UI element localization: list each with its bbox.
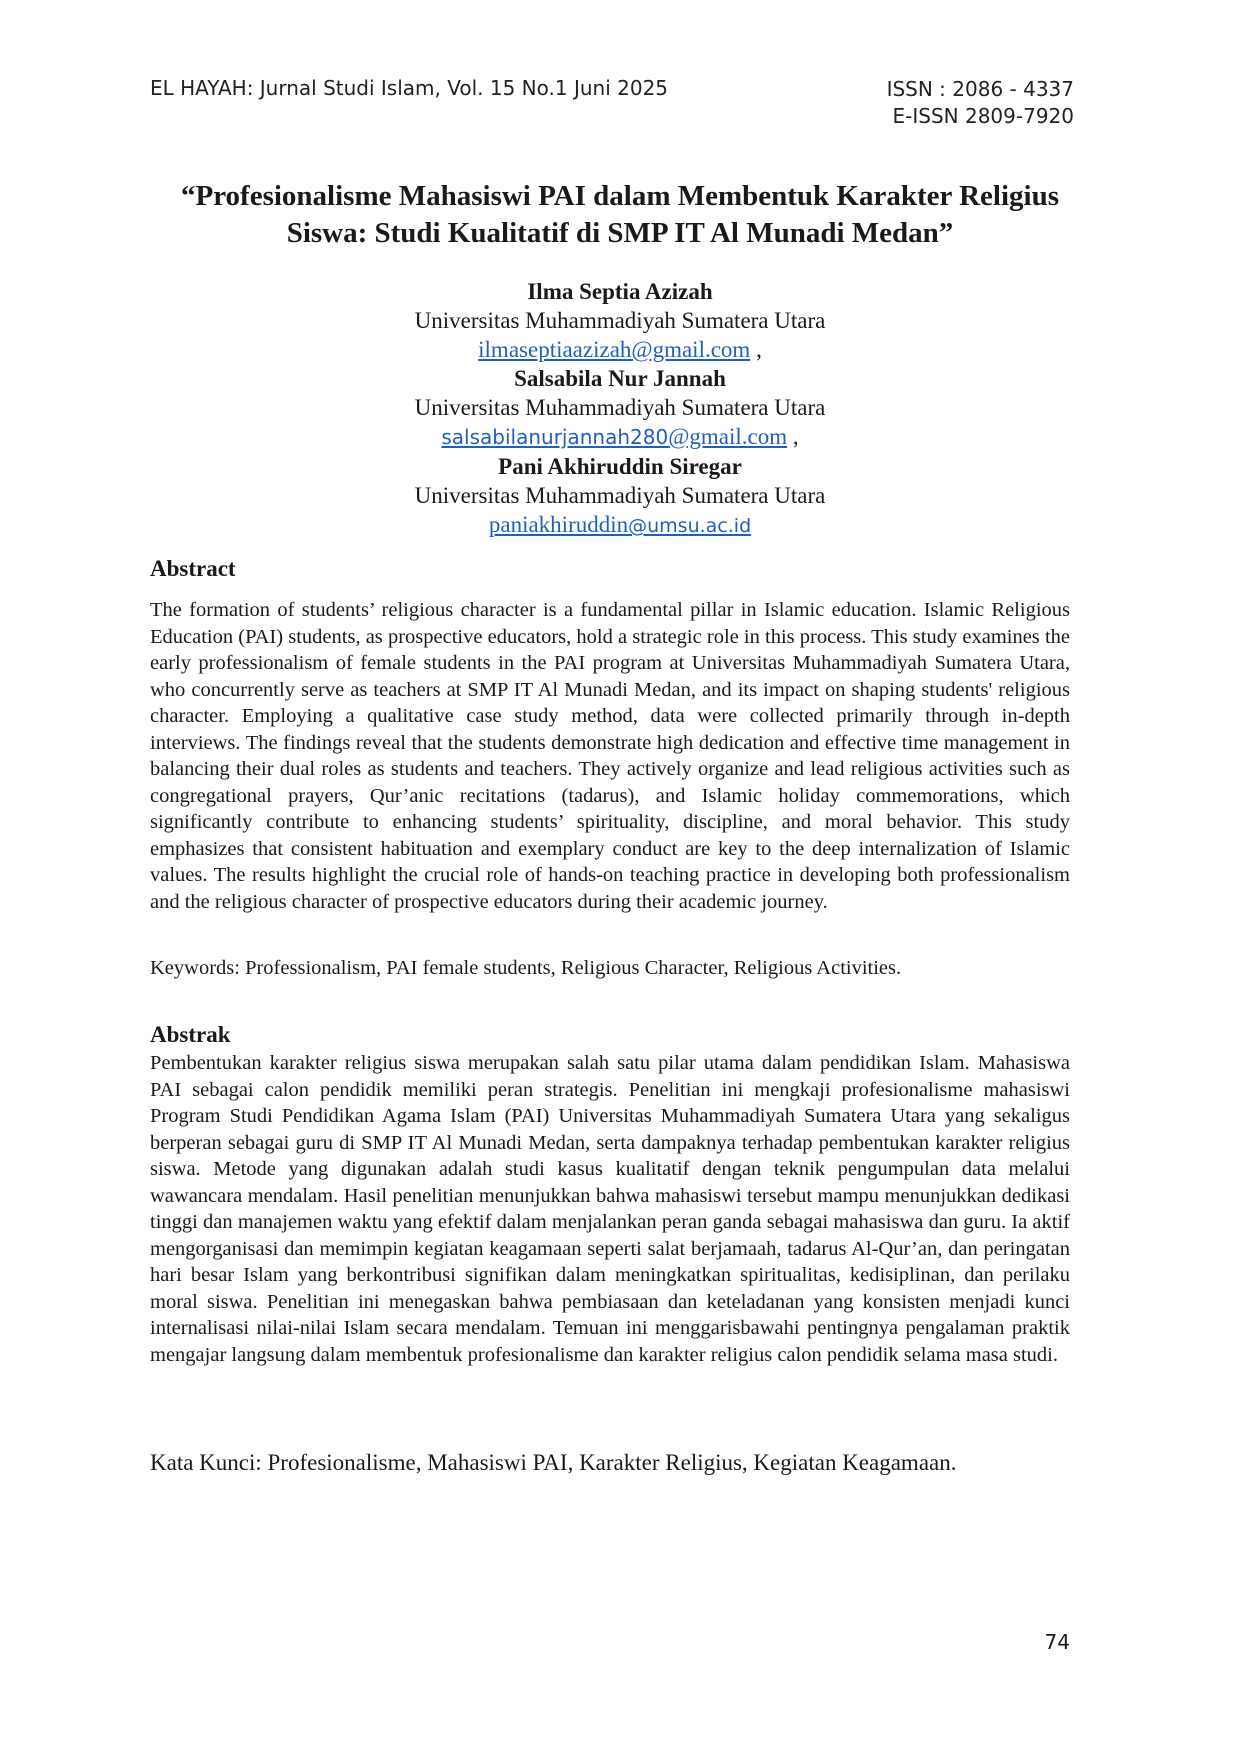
author-email-2-domain: @gmail.com bbox=[668, 424, 788, 449]
author-name-2: Salsabila Nur Jannah bbox=[514, 366, 726, 391]
author-email-1[interactable]: ilmaseptiaazizah@gmail.com bbox=[478, 337, 751, 362]
abstrak-heading: Abstrak bbox=[150, 1022, 231, 1047]
author-affiliation-1: Universitas Muhammadiyah Sumatera Utara bbox=[414, 308, 826, 333]
author-email-line-2 bbox=[150, 422, 1090, 452]
author-email-2[interactable] bbox=[441, 424, 787, 449]
kata-kunci: Kata Kunci: Profesionalisme, Mahasiswi PAI, Karakter Religius, Kegiatan Keagamaan. bbox=[150, 1450, 957, 1475]
author-email-3-domain: @umsu.ac.id bbox=[628, 515, 752, 537]
issn-block bbox=[887, 76, 1074, 130]
author-affiliation-3: Universitas Muhammadiyah Sumatera Utara bbox=[414, 483, 826, 508]
abstract-body: The formation of students’ religious character is a fundamental pillar in Islamic education. Islamic Religious Education (PAI) students, as prospective educators, hold a strategic role in this process. This study examines the early professionalism of female students in the PAI program at Universitas Muhammadiyah Sumatera Utara, who concurrently serve as teachers at SMP IT Al Munadi Medan, and its impact on shaping students' religious character. Employing a qualitative case study method, data were collected primarily through in-depth interviews. The findings reveal that the students demonstrate high dedication and effective time management in balancing their dual roles as students and teachers. They actively organize and lead religious activities such as congregational prayers, Qur’anic recitations (tadarus), and Islamic holiday commemorations, which significantly contribute to enhancing students’ spirituality, discipline, and moral behavior. This study emphasizes that consistent habituation and exemplary conduct are key to the deep internalization of Islamic values. The results highlight the crucial role of hands-on teaching practice in developing both professionalism and the religious character of prospective educators during their academic journey. bbox=[150, 599, 1070, 913]
abstrak-body: Pembentukan karakter religius siswa merupakan salah satu pilar utama dalam pendidikan Islam. Mahasiswa PAI sebagai calon pendidik memiliki peran strategis. Penelitian ini mengkaji profesionalisme mahasiswi Program Studi Pendidikan Agama Islam (PAI) Universitas Muhammadiyah Sumatera Utara yang sekaligus berperan sebagai guru di SMP IT Al Munadi Medan, serta dampaknya terhadap pembentukan karakter religius siswa. Metode yang digunakan adalah studi kasus kualitatif dengan teknik pengumpulan data melalui wawancara mendalam. Hasil penelitian menunjukkan bahwa mahasiswi tersebut mampu menunjukkan dedikasi tinggi dan manajemen waktu yang efektif dalam menjalankan peran ganda sebagai mahasiswa dan guru. Ia aktif mengorganisasi dan memimpin kegiatan keagamaan seperti salat berjamaah, tadarus Al-Qur’an, dan peringatan hari besar Islam yang berkontribusi signifikan dalam meningkatkan spiritualitas, kedisiplinan, dan perilaku moral siswa. Penelitian ini menegaskan bahwa pembiasaan dan keteladanan yang konsisten menjadi kunci internalisasi nilai-nilai Islam secara mendalam. Temuan ini menggarisbawahi pentingnya pengalaman praktik mengajar langsung dalam membentuk profesionalisme dan karakter religius calon pendidik selama masa studi. bbox=[150, 1052, 1070, 1366]
email-separator-2: , bbox=[787, 424, 799, 449]
author-email-2-user: salsabilanurjannah280 bbox=[441, 425, 669, 449]
abstract-heading: Abstract bbox=[150, 556, 236, 581]
author-email-3-user: paniakhiruddin bbox=[488, 512, 629, 537]
author-email-3[interactable] bbox=[489, 512, 751, 537]
email-separator-1: , bbox=[750, 337, 762, 362]
keywords: Keywords: Professionalism, PAI female students, Religious Character, Religious Activities. bbox=[150, 957, 902, 979]
author-block bbox=[150, 277, 1090, 541]
journal-header: EL HAYAH: Jurnal Studi Islam, Vol. 15 No.1 Juni 2025 bbox=[150, 76, 669, 100]
eissn: E-ISSN 2809-7920 bbox=[892, 104, 1074, 128]
author-affiliation-2: Universitas Muhammadiyah Sumatera Utara bbox=[414, 395, 826, 420]
author-name-1: Ilma Septia Azizah bbox=[527, 279, 713, 304]
issn: ISSN : 2086 - 4337 bbox=[886, 77, 1074, 101]
page-number: 74 bbox=[1044, 1630, 1070, 1654]
author-email-line-1 bbox=[150, 335, 1090, 364]
author-name-3: Pani Akhiruddin Siregar bbox=[498, 454, 742, 479]
author-email-line-3 bbox=[150, 510, 1090, 541]
paper-title: “Profesionalisme Mahasiswi PAI dalam Membentuk Karakter Religius Siswa: Studi Kualitatif di SMP IT Al Munadi Medan” bbox=[180, 180, 1060, 249]
